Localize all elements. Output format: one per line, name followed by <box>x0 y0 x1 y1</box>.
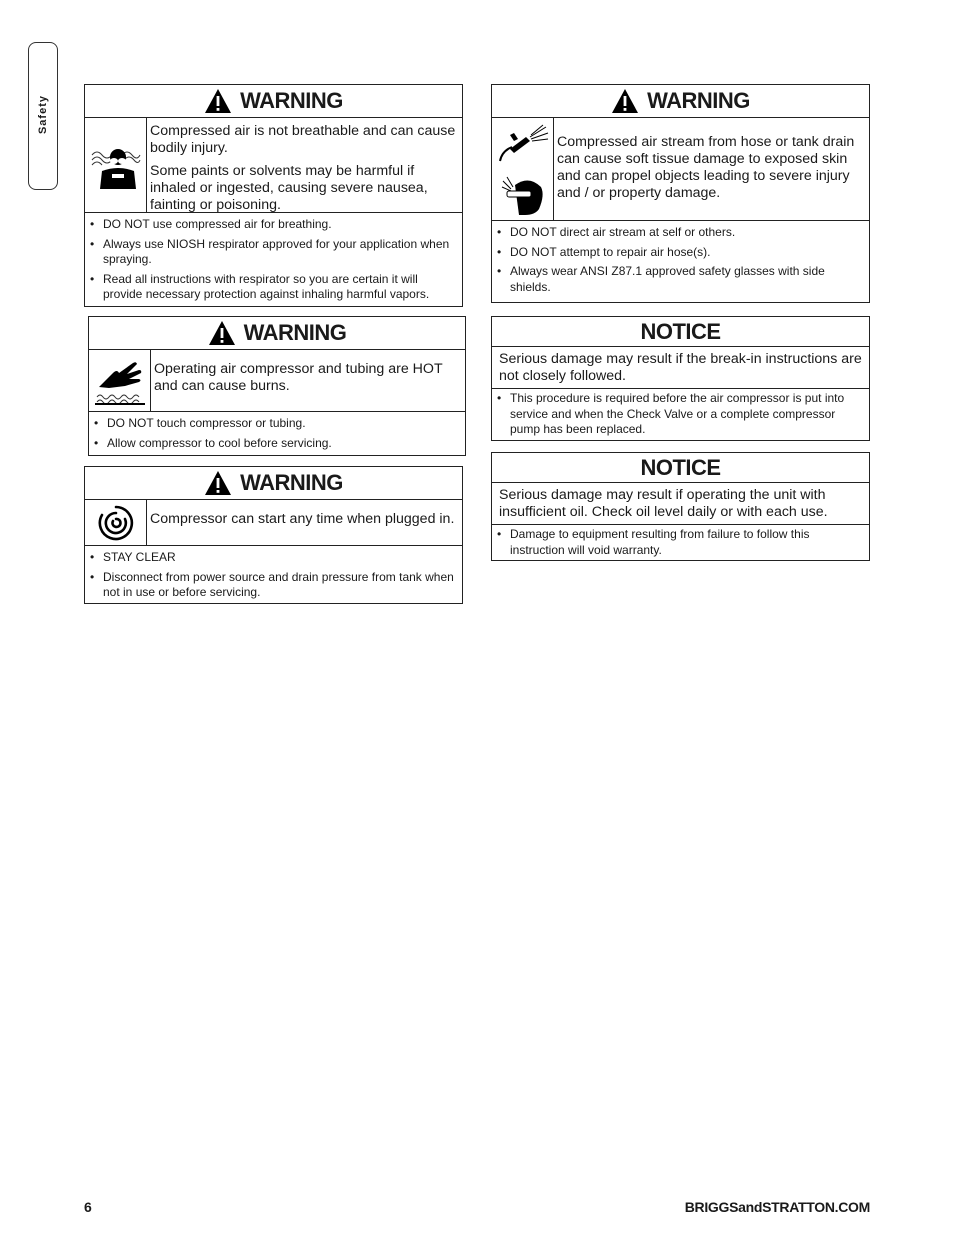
icon-cell <box>492 118 554 220</box>
section-tab-label: Safety <box>37 95 49 135</box>
list-item: • This procedure is required before the air compressor is put into service and when the Check Valve or a complete compressor pump has been replaced. <box>496 391 861 438</box>
warning-box-hot-surface <box>88 316 466 456</box>
warning-triangle-icon <box>204 470 232 496</box>
icon-cell <box>85 118 147 212</box>
warning-title: WARNING <box>243 320 347 345</box>
icon-cell <box>85 500 147 545</box>
warning-message-line: Some paints or solvents may be harmful if inhaled or ingested, causing severe nausea, fainting or poisoning. <box>150 163 428 213</box>
warning-instructions <box>85 213 462 308</box>
air-hose-stream-icon <box>496 123 550 163</box>
warning-message <box>554 118 869 220</box>
warning-instructions <box>85 546 462 606</box>
list-item: • Read all instructions with respirator so you are certain it will provide necessary protection against inhaling harmful vapors. <box>89 272 454 303</box>
respirator-hazard-icon <box>90 141 142 189</box>
page-number: 6 <box>84 1199 92 1215</box>
auto-start-icon <box>96 503 136 543</box>
warning-message-line: Operating air compressor and tubing are HOT and can cause burns. <box>154 361 443 394</box>
list-item: • Damage to equipment resulting from failure to follow this instruction will void warranty. <box>496 527 861 558</box>
list-item: • Allow compressor to cool before servicing. <box>93 436 457 452</box>
warning-header <box>85 85 462 118</box>
warning-header <box>89 317 465 350</box>
warning-triangle-icon <box>208 320 236 346</box>
warning-message <box>147 500 458 545</box>
notice-box-oil-level <box>491 452 870 561</box>
notice-message: Serious damage may result if the break-in instructions are not closely followed. <box>492 347 869 389</box>
warning-title: WARNING <box>240 470 343 495</box>
warning-triangle-icon <box>204 88 232 114</box>
notice-header <box>492 317 869 347</box>
warning-title: WARNING <box>647 88 750 113</box>
notice-title: NOTICE <box>640 454 721 480</box>
warning-message-line: Compressed air stream from hose or tank drain can cause soft tissue damage to exposed skin and can propel objects leading to severe injury and / or property damage. <box>557 134 855 201</box>
icon-cell <box>89 350 151 411</box>
warning-box-air-stream <box>491 84 870 303</box>
list-item: • Always wear ANSI Z87.1 approved safety glasses with side shields. <box>496 264 861 295</box>
notice-title: NOTICE <box>640 318 721 344</box>
footer-website: BRIGGSandSTRATTON.COM <box>684 1199 870 1215</box>
notice-instructions <box>492 389 869 443</box>
list-item: • Disconnect from power source and drain pressure from tank when not in use or before servicing. <box>89 570 454 601</box>
safety-glasses-icon <box>501 175 545 215</box>
warning-message <box>147 118 462 212</box>
warning-triangle-icon <box>611 88 639 114</box>
notice-message: Serious damage may result if operating the unit with insufficient oil. Check oil level daily or with each use. <box>492 483 869 525</box>
list-item: • DO NOT attempt to repair air hose(s). <box>496 245 861 261</box>
notice-header <box>492 453 869 483</box>
list-item: • DO NOT use compressed air for breathing. <box>89 217 454 233</box>
warning-header <box>85 467 462 500</box>
warning-message-line: Compressed air is not breathable and can cause bodily injury. <box>150 123 456 156</box>
notice-box-break-in <box>491 316 870 441</box>
warning-box-auto-start <box>84 466 463 604</box>
warning-instructions <box>492 221 869 300</box>
warning-header <box>492 85 869 118</box>
warning-title: WARNING <box>240 88 343 113</box>
section-tab-safety <box>28 42 58 190</box>
warning-message-line: Compressor can start any time when plugged in. <box>150 511 455 527</box>
list-item: • DO NOT touch compressor or tubing. <box>93 416 457 432</box>
notice-instructions <box>492 525 869 563</box>
hot-surface-icon <box>93 357 147 405</box>
list-item: • STAY CLEAR <box>89 550 454 566</box>
warning-instructions <box>89 412 465 456</box>
warning-box-breathing <box>84 84 463 307</box>
list-item: • DO NOT direct air stream at self or others. <box>496 225 861 241</box>
list-item: • Always use NIOSH respirator approved for your application when spraying. <box>89 237 454 268</box>
warning-message <box>151 350 465 411</box>
